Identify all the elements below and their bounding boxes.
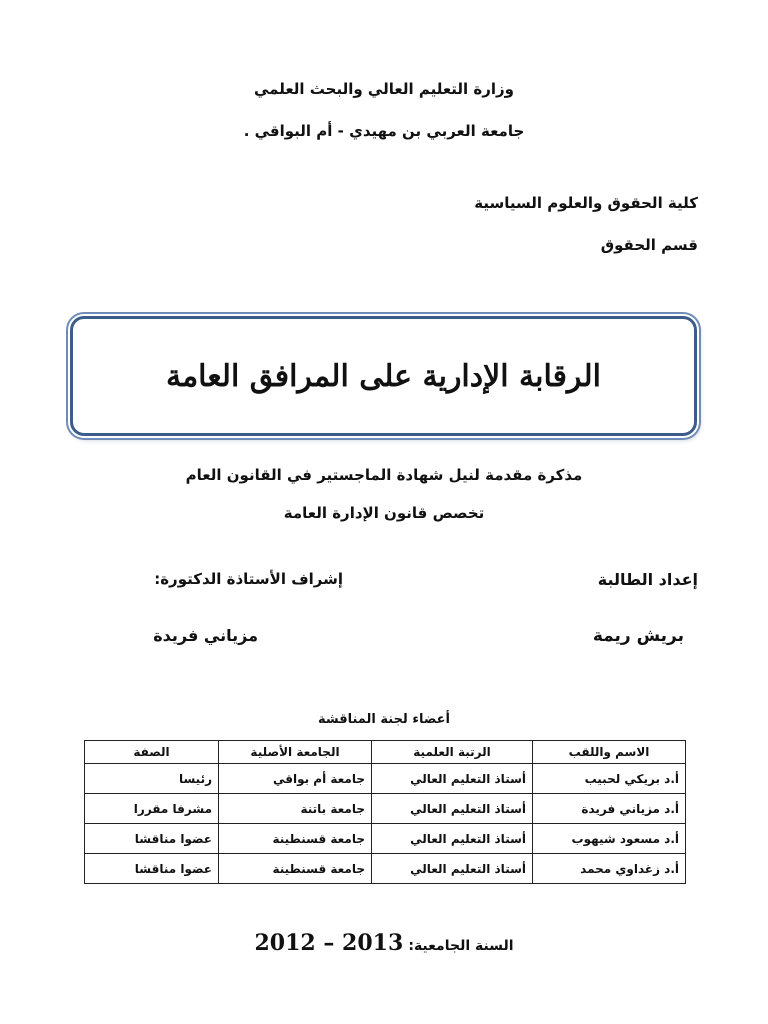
member-university: جامعة قسنطينة xyxy=(219,854,372,884)
department-name: قسم الحقوق xyxy=(600,236,698,254)
member-name: أ.د مسعود شيهوب xyxy=(533,824,686,854)
member-university: جامعة قسنطينة xyxy=(219,824,372,854)
member-rank: أستاذ التعليم العالي xyxy=(372,764,533,794)
committee-heading: أعضاء لجنة المناقشة xyxy=(317,712,451,727)
academic-year-value: 2012 – 2013 xyxy=(254,930,404,956)
student-label: إعداد الطالبة xyxy=(597,570,698,589)
university-name: جامعة العربي بن مهيدي - أم البواقي . xyxy=(243,122,525,140)
member-rank: أستاذ التعليم العالي xyxy=(372,794,533,824)
member-role: عضوا مناقشا xyxy=(85,824,219,854)
student-name: بريش ريمة xyxy=(592,626,684,646)
supervisor-label: إشراف الأستاذة الدكتورة: xyxy=(154,570,343,588)
member-rank: أستاذ التعليم العالي xyxy=(372,824,533,854)
member-name: أ.د زغداوي محمد xyxy=(533,854,686,884)
column-header-rank: الرتبة العلمية xyxy=(372,741,533,764)
member-name: أ.د مزياني فريدة xyxy=(533,794,686,824)
column-header-name: الاسم واللقب xyxy=(533,741,686,764)
supervisor-name: مزياني فريدة xyxy=(153,626,258,645)
ministry-name: وزارة التعليم العالي والبحث العلمي xyxy=(253,80,515,98)
thesis-title-box xyxy=(70,316,697,436)
member-name: أ.د بريكي لحبيب xyxy=(533,764,686,794)
member-rank: أستاذ التعليم العالي xyxy=(372,854,533,884)
committee-table xyxy=(84,740,686,884)
committee-header-row xyxy=(85,741,686,764)
thesis-specialty: تخصص قانون الإدارة العامة xyxy=(283,504,485,522)
thesis-degree: مذكرة مقدمة لنيل شهادة الماجستير في القانون العام xyxy=(185,466,583,484)
thesis-title: الرقابة الإدارية على المرافق العامة xyxy=(166,358,601,394)
table-row xyxy=(85,794,686,824)
table-row xyxy=(85,854,686,884)
member-university: جامعة أم بواقي xyxy=(219,764,372,794)
table-row xyxy=(85,824,686,854)
member-role: مشرفا مقررا xyxy=(85,794,219,824)
academic-year xyxy=(0,930,768,956)
member-role: عضوا مناقشا xyxy=(85,854,219,884)
table-row xyxy=(85,764,686,794)
academic-year-label: السنة الجامعية: xyxy=(408,938,514,954)
column-header-university: الجامعة الأصلية xyxy=(219,741,372,764)
faculty-name: كلية الحقوق والعلوم السياسية xyxy=(474,194,698,212)
member-university: جامعة باتنة xyxy=(219,794,372,824)
column-header-role: الصفة xyxy=(85,741,219,764)
member-role: رئيسا xyxy=(85,764,219,794)
